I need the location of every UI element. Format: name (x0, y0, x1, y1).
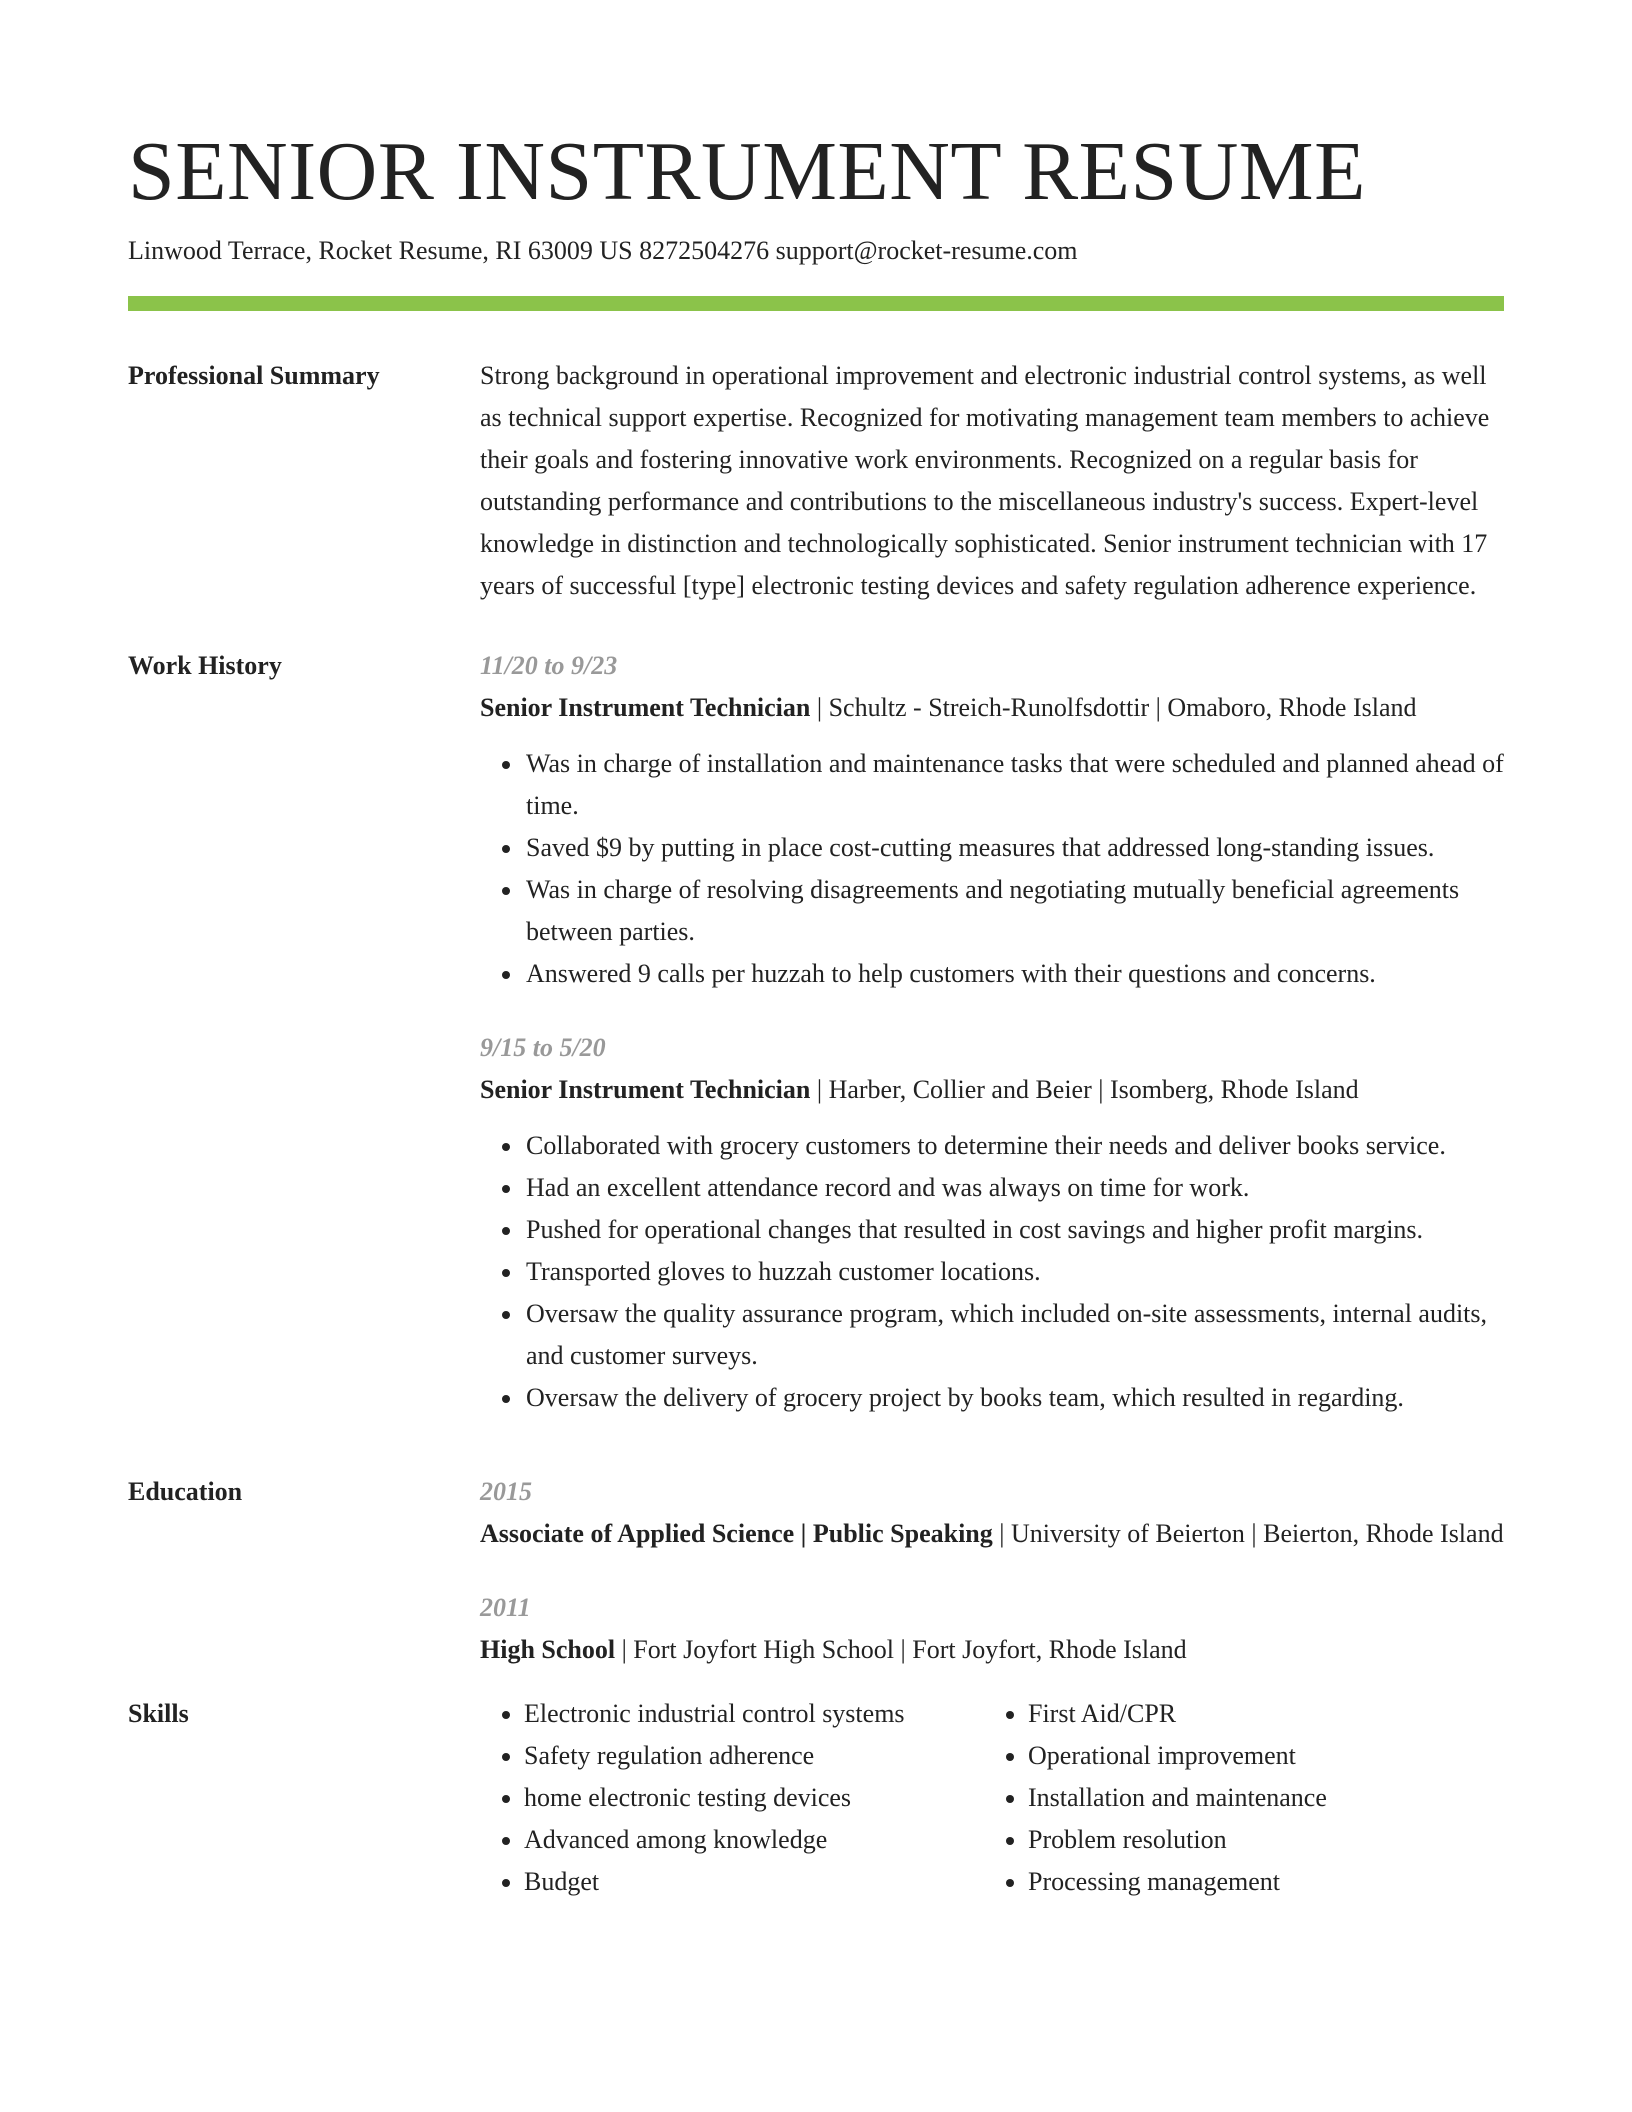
skill-item: • Electronic industrial control systems (524, 1693, 984, 1735)
education-date: 2015 (480, 1477, 532, 1506)
job-bullet: • Oversaw the quality assurance program, which included on-site assessments, internal audits, and customer surveys. (524, 1293, 1504, 1377)
summary-section (128, 355, 1504, 607)
job-title: Senior Instrument Technician (480, 693, 811, 722)
job-details: | Schultz - Streich-Runolfsdottir | Omaboro, Rhode Island (810, 693, 1417, 722)
education-section (128, 1471, 1504, 1671)
education-entry (480, 1471, 1504, 1555)
work-history-section (128, 645, 1504, 1451)
skill-item: • home electronic testing devices (524, 1777, 984, 1819)
skills-column-1 (480, 1693, 984, 1903)
skills-grid (480, 1693, 1504, 1903)
skill-item: • Problem resolution (1028, 1819, 1488, 1861)
job-bullet: • Saved $9 by putting in place cost-cutting measures that addressed long-standing issues. (524, 827, 1504, 869)
skill-item: • Budget (524, 1861, 984, 1903)
job-heading (480, 1069, 1504, 1111)
education-degree: High School (480, 1635, 616, 1664)
job-bullet: • Pushed for operational changes that resulted in cost savings and higher profit margins. (524, 1209, 1504, 1251)
job-entry (480, 1027, 1504, 1419)
section-label-summary: Professional Summary (128, 361, 380, 390)
summary-text: Strong background in operational improvement and electronic industrial control systems, as well as technical support expertise. Recognized for motivating management team members to achieve their goals and fostering innovative work environments. Recognized on a regular basis for outstanding performance and contributions to the miscellaneous industry's success. Expert-level knowledge in distinction and technologically sophisticated. Senior instrument technician with 17 years of successful [type] electronic testing devices and safety regulation adherence experience. (480, 361, 1490, 600)
skills-section (128, 1693, 1504, 1903)
skill-item: • Safety regulation adherence (524, 1735, 984, 1777)
job-bullet: • Oversaw the delivery of grocery project by books team, which resulted in regarding. (524, 1377, 1504, 1419)
job-details: | Harber, Collier and Beier | Isomberg, Rhode Island (810, 1075, 1359, 1104)
job-heading (480, 687, 1504, 729)
skill-item: • Operational improvement (1028, 1735, 1488, 1777)
education-degree: Associate of Applied Science | Public Speaking (480, 1519, 993, 1548)
job-entry (480, 645, 1504, 995)
education-heading (480, 1513, 1504, 1555)
job-bullet: • Transported gloves to huzzah customer locations. (524, 1251, 1504, 1293)
education-date: 2011 (480, 1593, 531, 1622)
resume-title: SENIOR INSTRUMENT RESUME (128, 125, 1366, 218)
skill-item: • Advanced among knowledge (524, 1819, 984, 1861)
section-label-education: Education (128, 1477, 243, 1506)
education-details: | University of Beierton | Beierton, Rhode Island (992, 1519, 1504, 1548)
contact-line: Linwood Terrace, Rocket Resume, RI 63009 US 8272504276 support@rocket-resume.com (128, 236, 1078, 265)
job-bullet: • Collaborated with grocery customers to determine their needs and deliver books service. (524, 1125, 1504, 1167)
skill-item: • First Aid/CPR (1028, 1693, 1488, 1735)
education-content (480, 1471, 1504, 1671)
job-date: 11/20 to 9/23 (480, 651, 618, 680)
education-entry (480, 1587, 1504, 1671)
education-heading (480, 1629, 1504, 1671)
skill-item: • Processing management (1028, 1861, 1488, 1903)
work-history-content (480, 645, 1504, 1451)
job-date: 9/15 to 5/20 (480, 1033, 606, 1062)
job-bullets (480, 743, 1504, 995)
job-bullet: • Was in charge of installation and maintenance tasks that were scheduled and planned ahead of time. (524, 743, 1504, 827)
skills-column-2 (984, 1693, 1488, 1903)
job-bullets (480, 1125, 1504, 1419)
section-label-work: Work History (128, 651, 282, 680)
job-bullet: • Had an excellent attendance record and was always on time for work. (524, 1167, 1504, 1209)
header-divider (128, 296, 1504, 311)
job-bullet: • Answered 9 calls per huzzah to help customers with their questions and concerns. (524, 953, 1504, 995)
resume-page (128, 118, 1504, 1903)
job-title: Senior Instrument Technician (480, 1075, 811, 1104)
section-label-skills: Skills (128, 1699, 189, 1728)
skill-item: • Installation and maintenance (1028, 1777, 1488, 1819)
job-bullet: • Was in charge of resolving disagreements and negotiating mutually beneficial agreements between parties. (524, 869, 1504, 953)
education-details: | Fort Joyfort High School | Fort Joyfort, Rhode Island (615, 1635, 1187, 1664)
